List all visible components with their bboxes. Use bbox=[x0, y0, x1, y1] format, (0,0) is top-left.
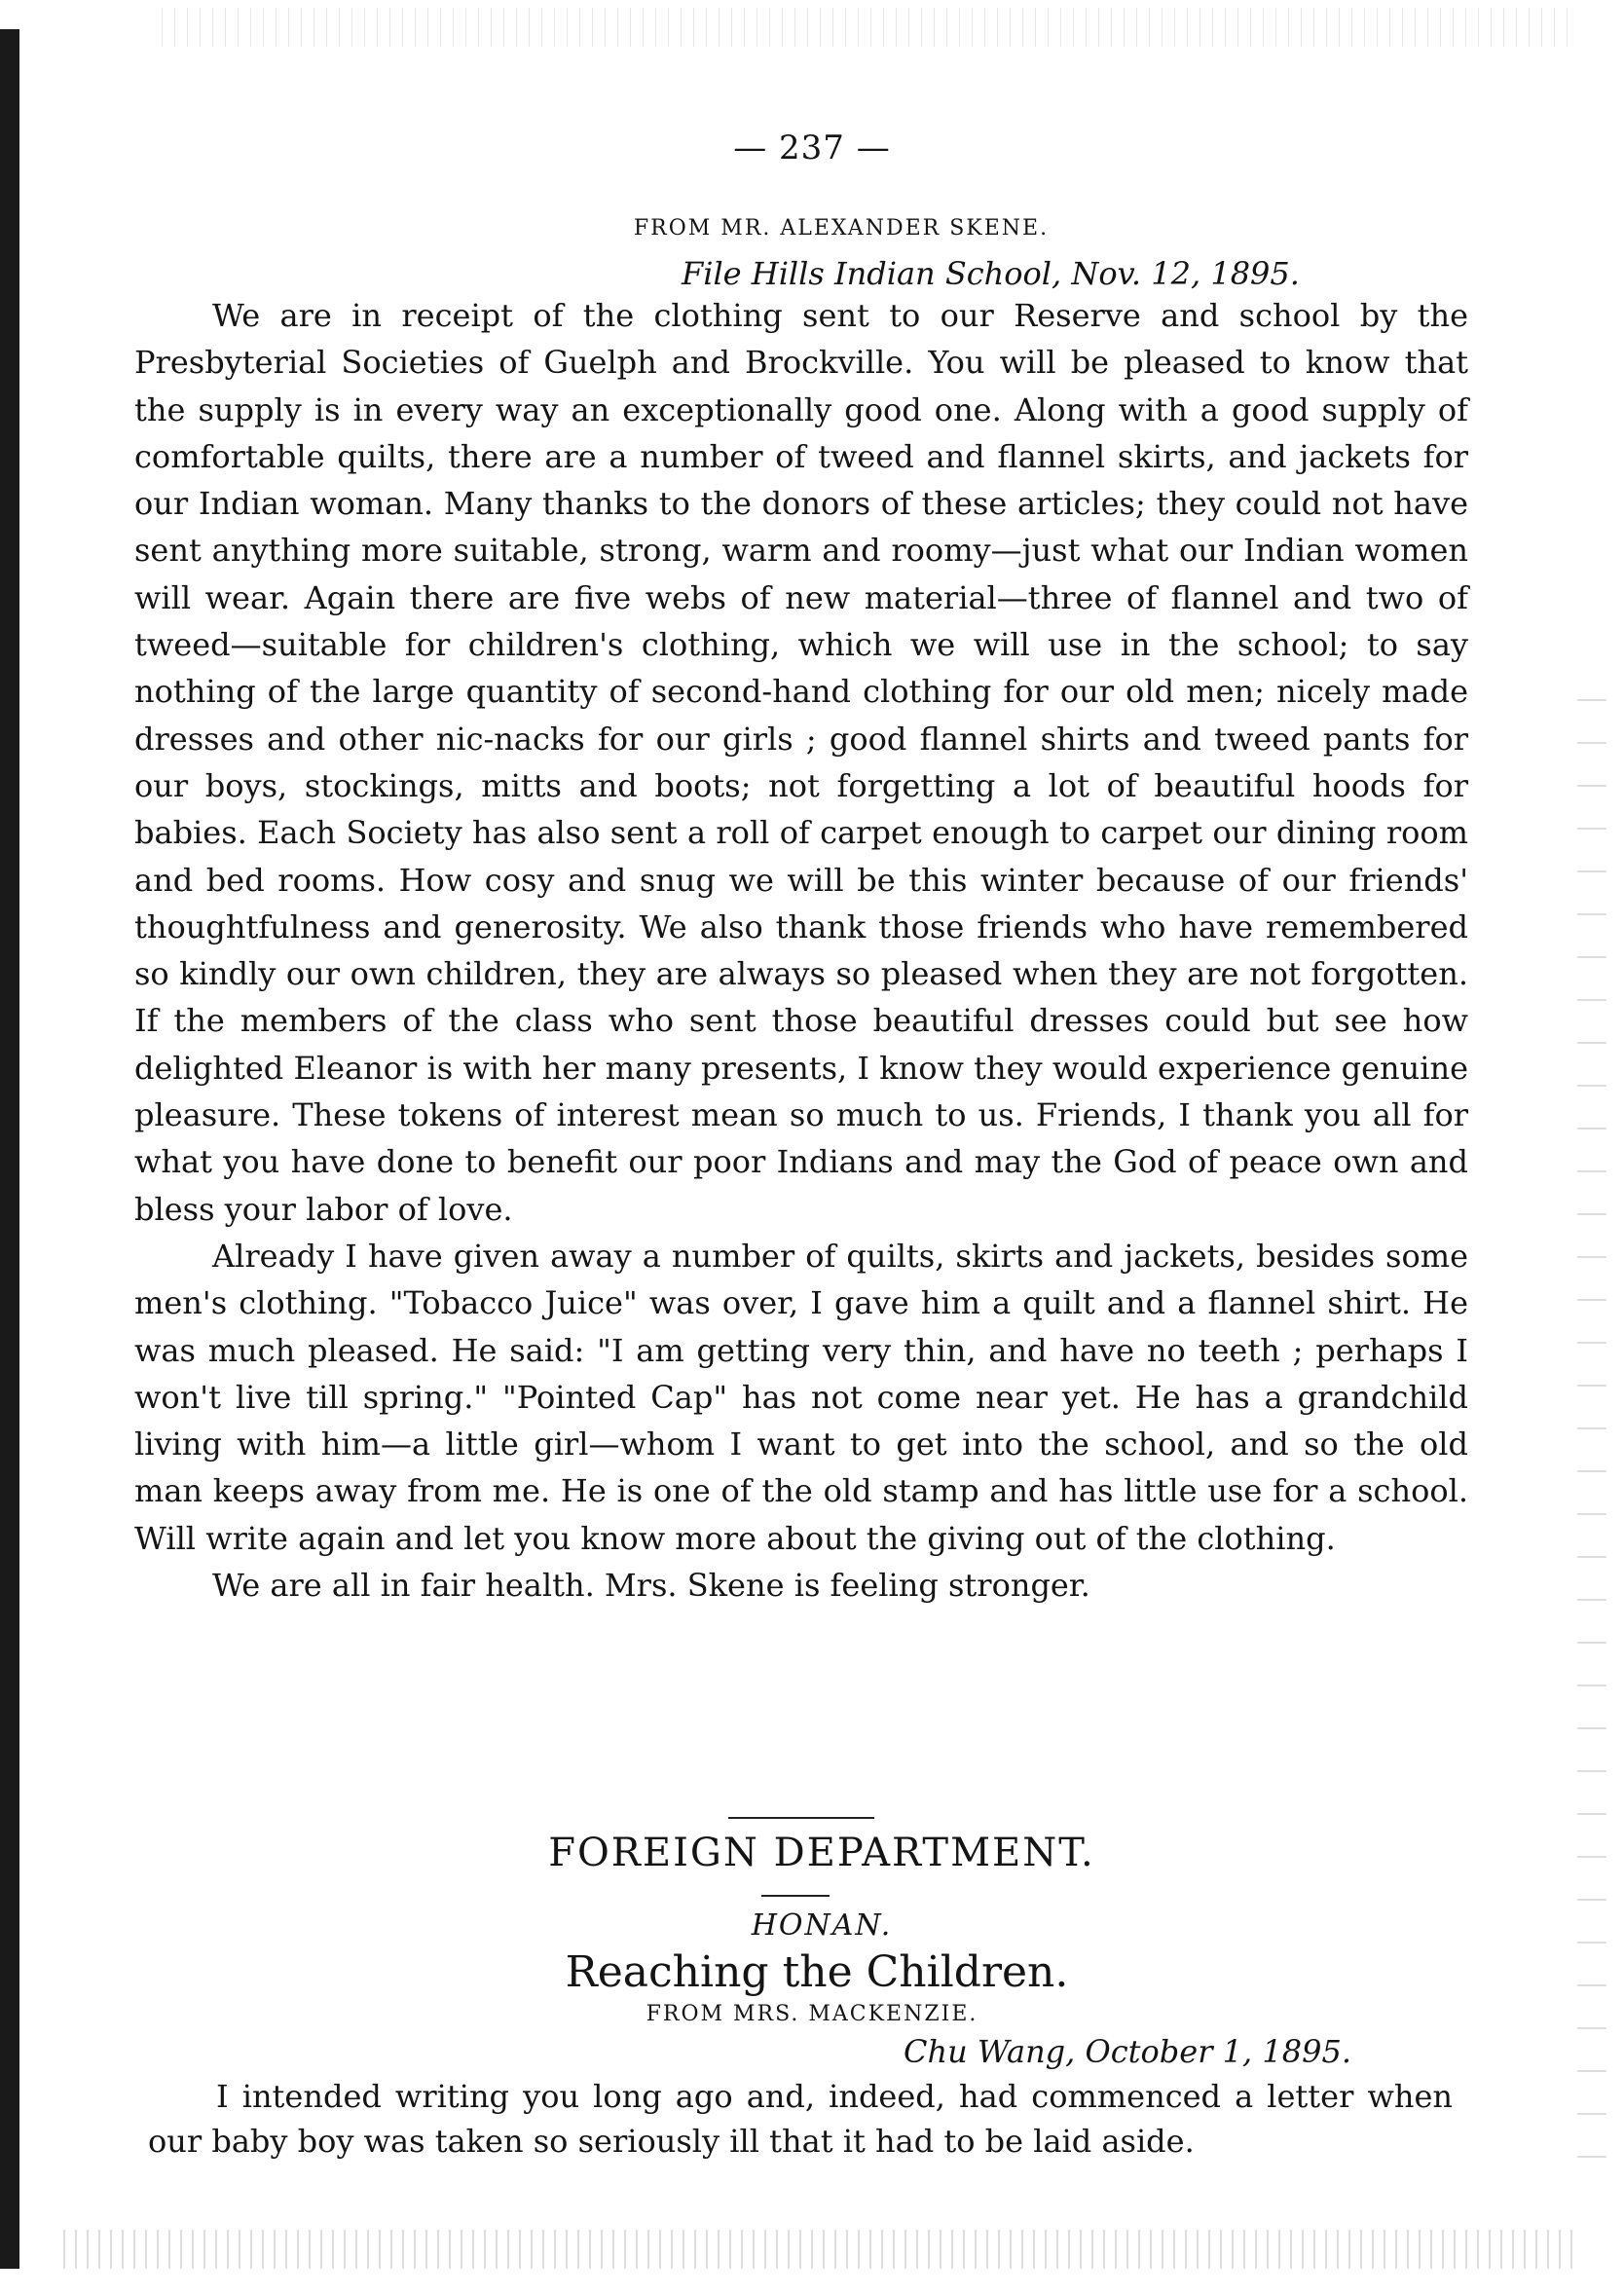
letter-paragraph: We are all in fair health. Mrs. Skene is feeling stronger. bbox=[212, 1567, 1090, 1605]
article-paragraph: I intended writing you long ago and, indeed, had commenced a letter when our baby boy was taken so seriously ill that it had to be laid aside. bbox=[148, 2078, 1453, 2160]
article-body bbox=[148, 2074, 1453, 2164]
scan-noise-top bbox=[156, 8, 1577, 47]
place-heading: HONAN. bbox=[751, 1908, 893, 1943]
section-divider bbox=[728, 1817, 874, 1819]
section-heading: FOREIGN DEPARTMENT. bbox=[548, 1831, 1095, 1875]
letter-paragraph: Already I have given away a number of quilts, skirts and jackets, besides some men's clothing. "Tobacco Juice" was over, I gave him a quilt and a flannel shirt. He was much pleased. He said: "I am getting very thin, and have no teeth ; perhaps I won't live till spring." "Pointed Cap" has not come near yet. He has a grandchild living with him—a little girl—whom I want to get into the school, and so the old man keeps away from me. He is one of the old stamp and has little use for a school. Will write again and let you know more about the giving out of the clothing. bbox=[134, 1237, 1468, 1557]
page-number: — 237 — bbox=[733, 129, 891, 167]
letter-body bbox=[134, 292, 1468, 1609]
scan-noise-bottom bbox=[58, 2230, 1577, 2269]
subsection-divider bbox=[761, 1895, 830, 1897]
article-attribution: FROM MRS. MACKENZIE. bbox=[646, 2002, 978, 2026]
letter-dateline: File Hills Indian School, Nov. 12, 1895. bbox=[682, 255, 1300, 292]
letter-paragraph: We are in receipt of the clothing sent to our Reserve and school by the Presbyterial Societies of Guelph and Brockville. You will be pleased to know that the supply is in every way an exceptionally good one. Along with a good supply of comfortable quilts, there are a number of tweed and flannel skirts, and jackets for our Indian woman. Many thanks to the donors of these articles; they could not have sent anything more suitable, strong, warm and roomy—just what our Indian women will wear. Again there are five webs of new material—three of flannel and two of tweed—suitable for children's clothing, which we will use in the school; to say nothing of the large quantity of second-hand clothing for our old men; nicely made dresses and other nic-nacks for our girls ; good flannel shirts and tweed pants for our boys, stockings, mitts and boots; not forgetting a lot of beautiful hoods for babies. Each Society has also sent a roll of carpet enough to carpet our dining room and bed rooms. How cosy and snug we will be this winter because of our friends' thoughtfulness and generosity. We also thank those friends who have remembered so kindly our own children, they are always so pleased when they are not forgotten. If the members of the class who sent those beautiful dresses could but see how delighted Eleanor is with her many presents, I know they would experience genuine pleasure. These tokens of interest mean so much to us. Friends, I thank you all for what you have done to benefit our poor Indians and may the God of peace own and bless your labor of love. bbox=[134, 297, 1468, 1228]
letter-attribution: FROM MR. ALEXANDER SKENE. bbox=[633, 216, 1050, 241]
article-dateline: Chu Wang, October 1, 1895. bbox=[904, 2033, 1351, 2070]
article-title: Reaching the Children. bbox=[565, 1947, 1069, 1997]
